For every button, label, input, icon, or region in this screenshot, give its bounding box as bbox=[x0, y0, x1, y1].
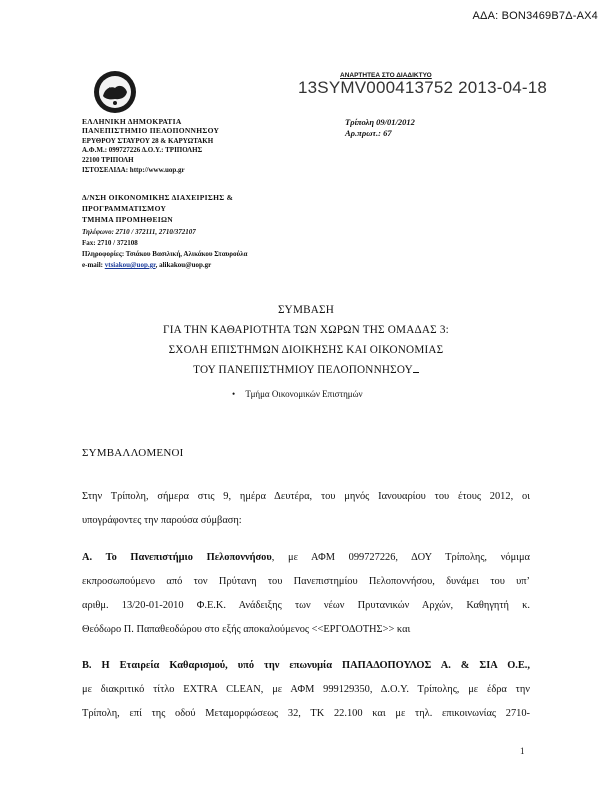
title-line-3: ΣΧΟΛΗ ΕΠΙΣΤΗΜΩΝ ΔΙΟΙΚΗΣΗΣ ΚΑΙ ΟΙΚΟΝΟΜΙΑΣ bbox=[168, 344, 444, 356]
email-separator: , bbox=[155, 261, 158, 269]
dept-info: Πληροφορίες: Τσιάκου Βασιλική, Αλικάκου Σταυρούλα bbox=[82, 250, 248, 258]
dept-line-1: Δ/ΝΣΗ ΟΙΚΟΝΟΜΙΚΗΣ ΔΙΑΧΕΙΡΙΣΗΣ & bbox=[82, 193, 234, 202]
party-b-line-3: Τρίπολη, επί της οδού Μεταμορφώσεως 32, ΤΚ 22.100 και με τηλ. επικοινωνίας 2710- bbox=[82, 708, 530, 719]
dept-fax: Fax: 2710 / 372108 bbox=[82, 239, 138, 247]
party-a-line-4: Θεόδωρο Π. Παπαθεοδώρου στο εξής αποκαλούμενος <<ΕΡΓΟΔΟΤΗΣ>> και bbox=[82, 624, 411, 635]
sender-line-3: ΕΡΥΘΡΟΥ ΣΤΑΥΡΟΥ 28 & ΚΑΡΥΩΤΑΚΗ bbox=[82, 137, 214, 145]
email-link-1[interactable]: vtsiakou@uop.gr bbox=[104, 261, 156, 269]
title-line-2: ΓΙΑ ΤΗΝ ΚΑΘΑΡΙΟΤΗΤΑ ΤΩΝ ΧΩΡΩΝ ΤΗΣ ΟΜΑΔΑΣ 3: bbox=[163, 324, 449, 336]
title-line-4-text: ΤΟΥ ΠΑΝΕΠΙΣΤΗΜΙΟΥ ΠΕΛΟΠΟΝΝΗΣΟΥ bbox=[193, 364, 413, 376]
bullet-mark: • bbox=[232, 389, 236, 399]
email-link-2[interactable]: alikakou@uop.gr bbox=[159, 261, 212, 269]
dept-line-2: ΠΡΟΓΡΑΜΜΑΤΙΣΜΟΥ bbox=[82, 204, 167, 213]
party-b-line-2: με διακριτικό τίτλο EXTRA CLEAN, με ΑΦΜ 999129350, Δ.Ο.Υ. Τρίπολης, με έδρα την bbox=[82, 684, 530, 695]
sender-line-6: ΙΣΤΟΣΕΛΙΔΑ: http://www.uop.gr bbox=[82, 166, 185, 174]
sender-line-4: Α.Φ.Μ.: 099727226 Δ.Ο.Υ.: ΤΡΙΠΟΛΗΣ bbox=[82, 146, 203, 154]
email-prefix: e-mail: bbox=[82, 261, 103, 269]
dept-phone: Τηλέφωνο: 2710 / 372111, 2710/372107 bbox=[82, 228, 196, 236]
party-a-name: Α. Το Πανεπιστήμιο Πελοποννήσου bbox=[82, 552, 272, 563]
party-a-line-2: εκπροσωπούμενο από τον Πρύτανη του Πανεπιστημίου Πελοποννήσου, δυνάμει του υπ’ bbox=[82, 576, 530, 587]
page-number: 1 bbox=[520, 746, 525, 756]
document-date: Τρίπολη 09/01/2012 bbox=[345, 117, 415, 127]
dept-email-line bbox=[82, 261, 211, 270]
university-seal bbox=[93, 70, 137, 114]
seal-icon bbox=[93, 70, 137, 114]
intro-line-2: υπογράφοντες την παρούσα σύμβαση: bbox=[82, 515, 242, 526]
title-line-4 bbox=[0, 360, 612, 380]
title-line-1: ΣΥΜΒΑΣΗ bbox=[277, 304, 335, 316]
sender-line-2: ΠΑΝΕΠΙΣΤΗΜΙΟ ΠΕΛΟΠΟΝΝΗΣΟΥ bbox=[82, 126, 220, 135]
stamp-code: 13SYMV000413752 2013-04-18 bbox=[298, 78, 548, 97]
party-a-line-1 bbox=[82, 546, 530, 570]
bullet-item bbox=[232, 389, 363, 399]
dept-line-3: ΤΜΗΜΑ ΠΡΟΜΗΘΕΙΩΝ bbox=[82, 215, 174, 224]
posting-stamp: ΑΝΑΡΤΗΤΕΑ ΣΤΟ ΔΙΑΔΙΚΤΥΟ bbox=[340, 72, 432, 79]
section-heading: ΣΥΜΒΑΛΛΟΜΕΝΟΙ bbox=[82, 447, 184, 459]
ada-code: ΑΔΑ: ΒΟΝ3469Β7Δ-ΑΧ4 bbox=[472, 10, 598, 22]
party-a-line-1-rest: , με ΑΦΜ 099727226, ΔΟΥ Τρίπολης, νόμιμα bbox=[271, 552, 530, 563]
bullet-text: Τμήμα Οικονομικών Επιστημών bbox=[245, 389, 363, 399]
sender-line-5: 22100 ΤΡΙΠΟΛΗ bbox=[82, 156, 134, 164]
sender-line-1: ΕΛΛΗΝΙΚΗ ΔΗΜΟΚΡΑΤΙΑ bbox=[82, 117, 182, 126]
protocol-number: Αρ.πρωτ.: 67 bbox=[345, 128, 392, 138]
party-b-line-1: Β. Η Εταιρεία Καθαρισμού, υπό την επωνυμία ΠΑΠΑΔΟΠΟΥΛΟΣ Α. & ΣΙΑ Ο.Ε., bbox=[82, 660, 530, 671]
party-a-line-3: αριθμ. 13/20-01-2010 Φ.Ε.Κ. Ανάδειξης των νέων Πρυτανικών Αρχών, Καθηγητή κ. bbox=[82, 600, 530, 611]
intro-line-1: Στην Τρίπολη, σήμερα στις 9, ημέρα Δευτέρα, του μηνός Ιανουαρίου του έτους 2012, οι bbox=[82, 491, 530, 502]
